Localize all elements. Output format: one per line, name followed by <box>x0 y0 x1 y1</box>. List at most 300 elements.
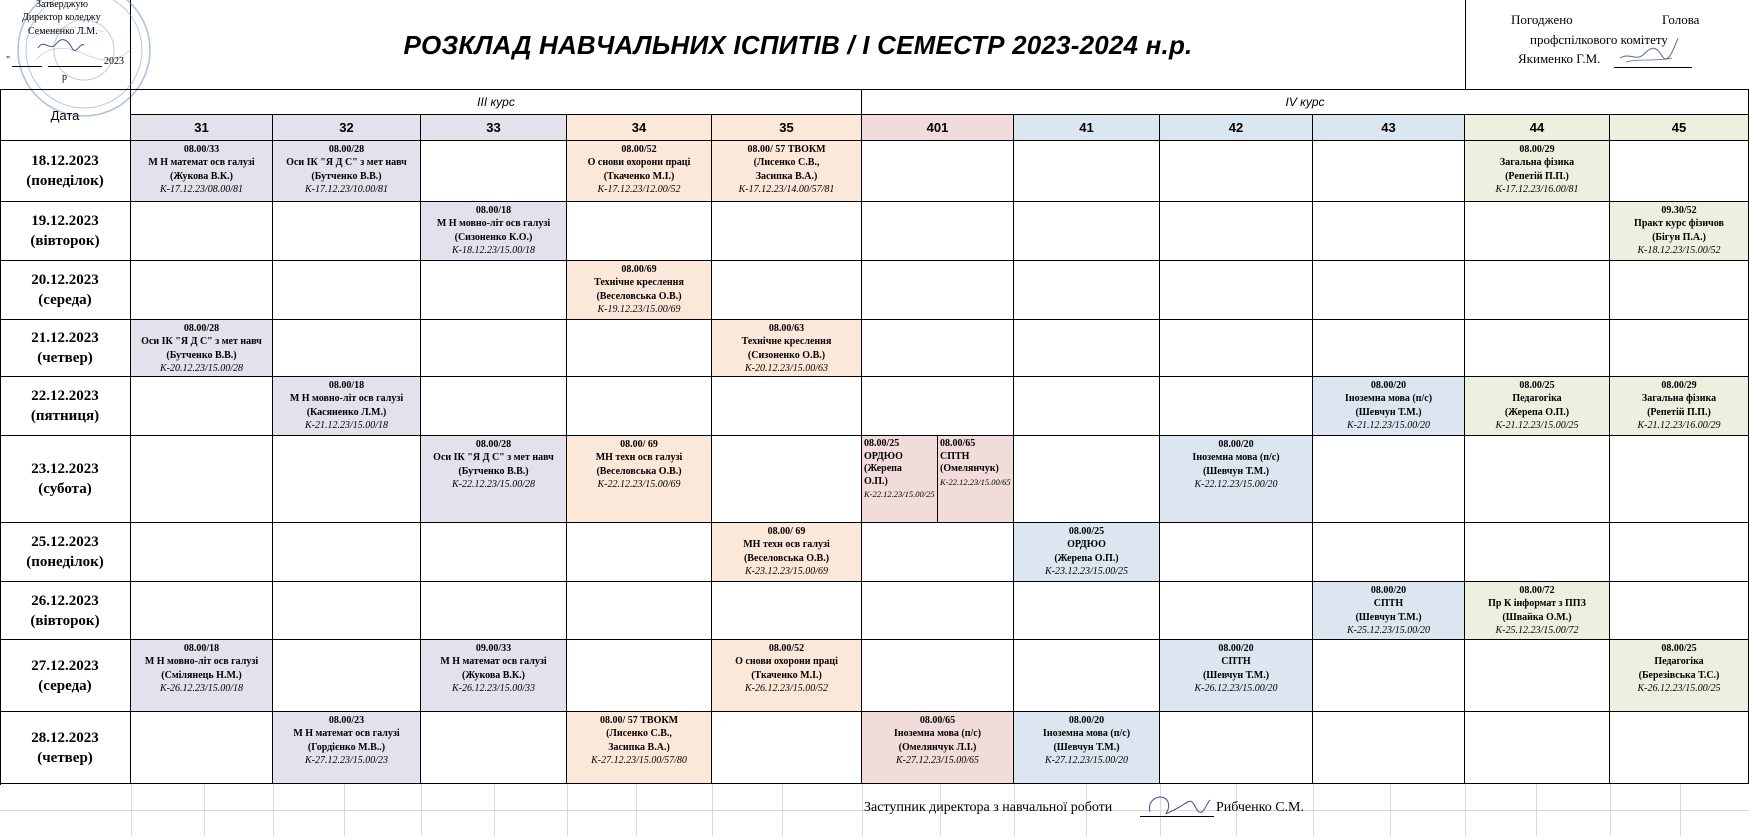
exam-line: 08.00/52 <box>621 144 657 155</box>
course-header <box>131 90 862 115</box>
exam-entry <box>421 436 567 523</box>
exam-line: Оси ІК "Я Д С" з мет навч <box>141 336 262 348</box>
exam-line: 08.00/ 57 ТВОКМ <box>747 144 826 155</box>
group-header <box>1610 115 1749 141</box>
exam-line: М Н мовно-літ осв галузі <box>436 218 551 230</box>
consultation-info: К-27.12.23/15.00/23 <box>304 755 389 767</box>
exam-entry <box>1465 377 1610 436</box>
schedule-cell <box>131 523 273 582</box>
consultation-info: К-27.12.23/15.00/57/80 <box>591 755 687 767</box>
exam-line: 08.00/ 69 <box>620 439 658 450</box>
exam-entry <box>567 141 712 202</box>
schedule-cell <box>1465 640 1610 712</box>
schedule-cell <box>1014 141 1160 202</box>
exam-line: СПТН <box>1221 656 1251 668</box>
exam-line: 08.00/29 <box>1661 380 1697 391</box>
group-label: 45 <box>1671 120 1687 135</box>
exam-line: ОРДЮО <box>864 450 903 462</box>
consultation-info: К-26.12.23/15.00/33 <box>451 683 536 695</box>
schedule-title: РОЗКЛАД НАВЧАЛЬНИХ ІСПИТІВ / І СЕМЕСТР 2023-2024 н.р. <box>403 29 1193 60</box>
exam-line: Засипка В.А.) <box>755 170 818 182</box>
exam-line: Іноземна мова (п/с) <box>1344 393 1433 405</box>
exam-line: СПТН <box>1373 598 1404 610</box>
schedule-cell <box>1465 261 1610 320</box>
exam-line: (Веселовська О.В.) <box>596 290 682 302</box>
exam-line: Пр К інформат з ППЗ <box>1488 598 1586 610</box>
group-label: 42 <box>1228 120 1244 135</box>
exam-line: (Смілянець Н.М.) <box>161 669 242 681</box>
group-label: 32 <box>339 120 354 135</box>
weekday-value: (четвер) <box>37 350 93 366</box>
consultation-info: К-27.12.23/15.00/65 <box>895 755 980 767</box>
schedule-cell <box>421 377 567 436</box>
exam-line: Педагогіка <box>1512 393 1562 405</box>
schedule-cell <box>273 582 421 640</box>
date-header-label: Дата <box>50 107 80 123</box>
exam-line: (Бігун П.А.) <box>1652 231 1706 243</box>
group-header <box>1014 115 1160 141</box>
schedule-cell <box>712 202 862 261</box>
exam-line: (Сизоненко К.О.) <box>454 231 533 243</box>
course-label: IV курс <box>1285 95 1325 109</box>
schedule-cell <box>273 640 421 712</box>
schedule-cell <box>567 640 712 712</box>
exam-line: 08.00/52 <box>768 643 805 654</box>
group-label: 41 <box>1079 120 1094 135</box>
schedule-cell <box>1465 202 1610 261</box>
exam-line: (Омелянчук) <box>940 463 999 474</box>
group-label: 44 <box>1529 120 1545 135</box>
consultation-info: К-21.12.23/15.00/18 <box>304 420 389 432</box>
schedule-cell <box>712 261 862 320</box>
exam-line: 08.00/ 69 <box>767 526 806 537</box>
exam-line: О.П.) <box>864 475 888 487</box>
exam-line: 08.00/20 <box>1068 715 1105 726</box>
exam-line: (Шевчун Т.М.) <box>1355 611 1422 623</box>
schedule-cell <box>567 377 712 436</box>
schedule-cell <box>1313 436 1465 523</box>
schedule-cell <box>1014 582 1160 640</box>
exam-line: 08.00/18 <box>328 380 365 391</box>
consultation-info: К-18.12.23/15.00/18 <box>451 245 536 257</box>
schedule-cell <box>273 523 421 582</box>
consultation-info: К-23.12.23/15.00/25 <box>1044 566 1129 578</box>
date-cell <box>0 320 131 377</box>
schedule-cell <box>1610 436 1749 523</box>
schedule-cell <box>131 202 273 261</box>
exam-line: (Веселовська О.В.) <box>743 552 830 564</box>
consultation-info: К-26.12.23/15.00/52 <box>744 683 829 695</box>
exam-entry <box>1160 640 1313 712</box>
schedule-cell <box>1313 261 1465 320</box>
exam-line: 08.00/72 <box>1519 585 1555 596</box>
group-header <box>1313 115 1465 141</box>
exam-entry <box>712 640 862 712</box>
schedule-cell <box>273 436 421 523</box>
date-cell <box>0 261 131 320</box>
exam-entry <box>1014 523 1160 582</box>
consultation-info: К-21.12.23/15.00/20 <box>1346 420 1431 432</box>
weekday-value: (середа) <box>38 677 92 694</box>
schedule-cell <box>1014 640 1160 712</box>
exam-line: 08.00/ 57 ТВОКМ <box>599 715 679 726</box>
agreed-label: Погоджено <box>1511 12 1573 27</box>
date-cell <box>0 202 131 261</box>
group-header <box>712 115 862 141</box>
group-header <box>1160 115 1313 141</box>
exam-line: МН техн осв галузі <box>595 452 683 464</box>
exam-entry <box>1313 377 1465 436</box>
exam-line: Іноземна мова (п/с) <box>1042 728 1131 740</box>
exam-line: (Жерепа <box>864 463 902 474</box>
consultation-info: К-25.12.23/15.00/20 <box>1346 625 1431 637</box>
group-header <box>567 115 712 141</box>
weekday-value: (вівторок) <box>30 612 100 629</box>
exam-entry <box>273 377 421 436</box>
weekday-value: (четвер) <box>37 749 93 766</box>
exam-entry <box>1610 640 1749 712</box>
group-label: 43 <box>1381 120 1396 135</box>
schedule-cell <box>421 582 567 640</box>
exam-line: (Бутченко В.В.) <box>458 465 529 477</box>
exam-entry <box>938 436 1014 523</box>
exam-entry <box>1610 377 1749 436</box>
exam-line: 08.00/25 <box>1068 526 1105 537</box>
committee-label: профспілкового комітету <box>1530 32 1668 47</box>
schedule-cell <box>421 141 567 202</box>
exam-line: 08.00/18 <box>183 643 220 654</box>
deputy-director-label: Заступник директора з навчальної роботи <box>864 800 1113 815</box>
exam-entry <box>273 712 421 784</box>
exam-line: 08.00/20 <box>1218 439 1254 450</box>
schedule-cell <box>862 141 1014 202</box>
group-header <box>273 115 421 141</box>
exam-line: Педагогіка <box>1654 656 1704 668</box>
exam-entry <box>567 436 712 523</box>
schedule-cell <box>1465 712 1610 784</box>
date-cell <box>0 640 131 712</box>
schedule-cell <box>1014 436 1160 523</box>
exam-line: (Гордієнко М.В..) <box>307 741 386 753</box>
exam-line: (Березівська Т.С.) <box>1638 669 1720 681</box>
date-value: 20.12.2023 <box>31 272 99 288</box>
exam-line: (Лисенко С.В., <box>753 157 820 169</box>
exam-line: 09.30/52 <box>1661 205 1697 216</box>
schedule-cell <box>1610 712 1749 784</box>
exam-line: (Жерепа О.П.) <box>1504 406 1570 418</box>
schedule-cell <box>712 582 862 640</box>
exam-entry <box>712 523 862 582</box>
schedule-cell <box>1160 377 1313 436</box>
course-label: ІІІ курс <box>477 95 515 109</box>
consultation-info: К-17.12.23/10.00/81 <box>304 184 389 196</box>
schedule-cell <box>567 523 712 582</box>
date-value: 18.12.2023 <box>31 153 99 169</box>
exam-entry <box>421 202 567 261</box>
date-cell <box>0 523 131 582</box>
group-label: 31 <box>194 120 209 135</box>
schedule-cell <box>131 712 273 784</box>
consultation-info: К-19.12.23/15.00/69 <box>597 304 681 316</box>
schedule-cell <box>1160 712 1313 784</box>
exam-line: (Репетій П.П.) <box>1647 406 1711 418</box>
date-value: 26.12.2023 <box>31 592 99 609</box>
date-column-header <box>0 90 131 141</box>
schedule-cell <box>421 523 567 582</box>
schedule-cell <box>862 640 1014 712</box>
consultation-info: К-22.12.23/15.00/25 <box>864 489 935 499</box>
exam-line: М Н математ осв галузі <box>148 157 255 169</box>
schedule-cell <box>273 261 421 320</box>
date-value: 27.12.2023 <box>31 657 99 674</box>
exam-line: (Лисенко С.В., <box>606 728 672 740</box>
consultation-info: К-25.12.23/15.00/72 <box>1495 625 1579 637</box>
schedule-cell <box>1160 261 1313 320</box>
consultation-info: К-22.12.23/15.00/20 <box>1194 479 1278 491</box>
consultation-info: К-22.12.23/15.00/69 <box>597 479 681 491</box>
exam-line: 08.00/18 <box>475 205 512 216</box>
schedule-cell <box>1313 141 1465 202</box>
schedule-cell <box>421 712 567 784</box>
exam-line: 08.00/33 <box>183 144 220 155</box>
exam-line: (Касяненко Л.М.) <box>306 406 387 418</box>
schedule-cell <box>862 261 1014 320</box>
group-header <box>862 115 1014 141</box>
consultation-info: К-27.12.23/15.00/20 <box>1044 755 1129 767</box>
group-header <box>1465 115 1610 141</box>
exam-line: 08.00/69 <box>621 264 657 275</box>
director-name: Семененко Л.М. <box>28 26 98 37</box>
consultation-info: К-17.12.23/14.00/57/81 <box>738 184 835 196</box>
schedule-cell <box>1160 320 1313 377</box>
schedule-cell <box>1160 582 1313 640</box>
exam-line: 08.00/28 <box>475 439 512 450</box>
exam-entry <box>712 320 862 377</box>
exam-entry <box>1465 582 1610 640</box>
consultation-info: К-21.12.23/16.00/29 <box>1637 420 1721 432</box>
consultation-info: К-18.12.23/15.00/52 <box>1637 245 1721 257</box>
exam-line: (Швайка О.М.) <box>1502 611 1572 623</box>
year-r-mark: р <box>62 72 67 83</box>
deputy-director-name: Рибченко С.М. <box>1216 800 1304 815</box>
schedule-cell <box>131 261 273 320</box>
schedule-cell <box>1160 523 1313 582</box>
schedule-cell <box>567 320 712 377</box>
consultation-info: К-20.12.23/15.00/28 <box>159 363 244 375</box>
schedule-cell <box>1160 202 1313 261</box>
consultation-info: К-22.12.23/15.00/28 <box>451 479 536 491</box>
exam-line: (Жукова В.К.) <box>462 669 525 681</box>
schedule-cell <box>1313 640 1465 712</box>
exam-entry <box>1465 141 1610 202</box>
exam-line: Оси ІК "Я Д С" з мет навч <box>286 157 407 169</box>
exam-entry <box>567 261 712 320</box>
date-value: 23.12.2023 <box>31 461 99 477</box>
weekday-value: (вівторок) <box>30 233 100 249</box>
schedule-cell <box>1014 261 1160 320</box>
schedule-cell <box>421 320 567 377</box>
exam-entry <box>567 712 712 784</box>
exam-line: (Ткаченко М.І.) <box>751 669 822 681</box>
group-header <box>421 115 567 141</box>
exam-line: Практ курс фізичов <box>1634 218 1724 230</box>
exam-line: 08.00/20 <box>1370 380 1407 391</box>
exam-line: (Шевчун Т.М.) <box>1355 406 1422 418</box>
schedule-cell <box>1014 377 1160 436</box>
schedule-cell <box>1465 436 1610 523</box>
exam-line: 08.00/65 <box>919 715 956 726</box>
date-value: 19.12.2023 <box>31 213 99 229</box>
exam-line: М Н математ осв галузі <box>440 656 547 668</box>
schedule-cell <box>131 436 273 523</box>
exam-line: 08.00/28 <box>328 144 365 155</box>
exam-entry <box>131 141 273 202</box>
exam-line: (Ткаченко М.І.) <box>603 170 675 182</box>
schedule-cell <box>712 712 862 784</box>
exam-line: (Репетій П.П.) <box>1505 170 1569 182</box>
weekday-value: (середа) <box>38 292 92 308</box>
exam-line: Загальна фізика <box>1499 157 1575 169</box>
exam-entry <box>1610 202 1749 261</box>
exam-entry <box>1014 712 1160 784</box>
consultation-info: К-26.12.23/15.00/20 <box>1194 683 1278 695</box>
exam-entry <box>862 436 938 523</box>
date-value: 25.12.2023 <box>31 534 99 550</box>
exam-line: 08.00/65 <box>940 438 976 449</box>
exam-entry <box>131 640 273 712</box>
schedule-cell <box>1465 523 1610 582</box>
exam-entry <box>273 141 421 202</box>
schedule-cell <box>131 582 273 640</box>
schedule-cell <box>712 377 862 436</box>
exam-line: 08.00/28 <box>183 323 220 334</box>
date-quote: " <box>6 55 11 66</box>
schedule-cell <box>1014 320 1160 377</box>
approve-label: Затверджую <box>36 0 88 10</box>
date-value: 28.12.2023 <box>31 729 99 746</box>
exam-line: Оси ІК "Я Д С" з мет навч <box>433 452 554 464</box>
schedule-cell <box>1313 202 1465 261</box>
schedule-cell <box>1610 261 1749 320</box>
group-header <box>131 115 273 141</box>
exam-line: 09.00/33 <box>475 643 512 654</box>
exam-line: О снови охорони праці <box>735 656 838 668</box>
exam-line: 08.00/20 <box>1370 585 1407 596</box>
exam-line: Загальна фізика <box>1641 393 1717 405</box>
exam-line: (Шевчун Т.М.) <box>1053 741 1120 753</box>
exam-line: 08.00/20 <box>1218 643 1254 654</box>
schedule-cell <box>273 320 421 377</box>
schedule-cell <box>421 261 567 320</box>
consultation-info: К-21.12.23/15.00/25 <box>1495 420 1579 432</box>
group-label: 401 <box>926 120 949 135</box>
schedule-cell <box>1313 523 1465 582</box>
date-cell <box>0 377 131 436</box>
consultation-info: К-23.12.23/15.00/69 <box>744 566 829 578</box>
exam-line: (Жукова В.К.) <box>170 170 233 182</box>
exam-entry <box>421 640 567 712</box>
date-value: 22.12.2023 <box>31 388 99 404</box>
consultation-info: К-17.12.23/12.00/52 <box>597 184 681 196</box>
group-label: 34 <box>631 120 647 135</box>
course-header <box>862 90 1749 115</box>
exam-line: (Омелянчук Л.І.) <box>898 741 977 753</box>
schedule-cell <box>862 582 1014 640</box>
committee-head-name: Якименко Г.М. <box>1518 51 1601 66</box>
weekday-value: (понеділок) <box>26 173 104 189</box>
exam-line: 08.00/25 <box>1661 643 1697 654</box>
consultation-info: К-17.12.23/16.00/81 <box>1495 184 1579 196</box>
exam-line: О снови охорони праці <box>587 157 691 169</box>
weekday-value: (пятниця) <box>30 408 100 424</box>
head-label: Голова <box>1662 12 1700 27</box>
exam-line: Іноземна мова (п/с) <box>893 728 982 740</box>
consultation-info: К-22.12.23/15.00/65 <box>940 476 1011 487</box>
exam-line: (Шевчун Т.М.) <box>1202 669 1270 681</box>
schedule-cell <box>1014 202 1160 261</box>
date-cell <box>0 712 131 784</box>
schedule-cell <box>1160 141 1313 202</box>
exam-line: (Жерепа О.П.) <box>1054 552 1119 564</box>
exam-entry <box>862 712 1014 784</box>
group-label: 33 <box>486 120 501 135</box>
consultation-info: К-17.12.23/08.00/81 <box>159 184 244 196</box>
schedule-cell <box>1313 320 1465 377</box>
schedule-cell <box>862 523 1014 582</box>
schedule-cell <box>273 202 421 261</box>
exam-line: 08.00/23 <box>328 715 365 726</box>
schedule-cell <box>1610 141 1749 202</box>
date-cell <box>0 141 131 202</box>
exam-line: (Веселовська О.В.) <box>596 465 682 477</box>
exam-line: М Н математ осв галузі <box>293 728 400 740</box>
weekday-value: (субота) <box>38 481 92 497</box>
exam-line: 08.00/29 <box>1519 144 1555 155</box>
exam-line: МН техн осв галузі <box>743 539 830 551</box>
schedule-cell <box>567 202 712 261</box>
exam-line: 08.00/25 <box>1519 380 1555 391</box>
exam-line: (Бутченко В.В.) <box>166 349 237 361</box>
group-label: 35 <box>779 120 794 135</box>
exam-line: Технічне креслення <box>594 277 684 289</box>
date-cell <box>0 436 131 523</box>
approval-year: 2023 <box>104 56 124 67</box>
exam-line: М Н мовно-літ осв галузі <box>144 656 259 668</box>
consultation-info: К-20.12.23/15.00/63 <box>744 363 829 375</box>
exam-line: (Шевчун Т.М.) <box>1202 465 1270 477</box>
schedule-cell <box>862 377 1014 436</box>
exam-line: 08.00/63 <box>768 323 805 334</box>
exam-line: Технічне креслення <box>741 336 832 348</box>
schedule-cell <box>1610 523 1749 582</box>
exam-line: ОРДЮО <box>1067 539 1106 551</box>
exam-line: (Сизоненко О.В.) <box>747 349 826 361</box>
director-label: Директор коледжу <box>22 12 101 23</box>
exam-line: СПТН <box>940 450 970 462</box>
consultation-info: К-26.12.23/15.00/25 <box>1637 683 1721 695</box>
schedule-cell <box>567 582 712 640</box>
schedule-cell <box>1313 712 1465 784</box>
schedule-cell <box>1465 320 1610 377</box>
exam-entry <box>131 320 273 377</box>
exam-line: Іноземна мова (п/с) <box>1192 452 1280 464</box>
schedule-cell <box>712 436 862 523</box>
weekday-value: (понеділок) <box>26 554 104 570</box>
schedule-cell <box>131 377 273 436</box>
exam-entry <box>1160 436 1313 523</box>
exam-line: Засипка В.А.) <box>608 741 670 753</box>
exam-entry <box>1313 582 1465 640</box>
